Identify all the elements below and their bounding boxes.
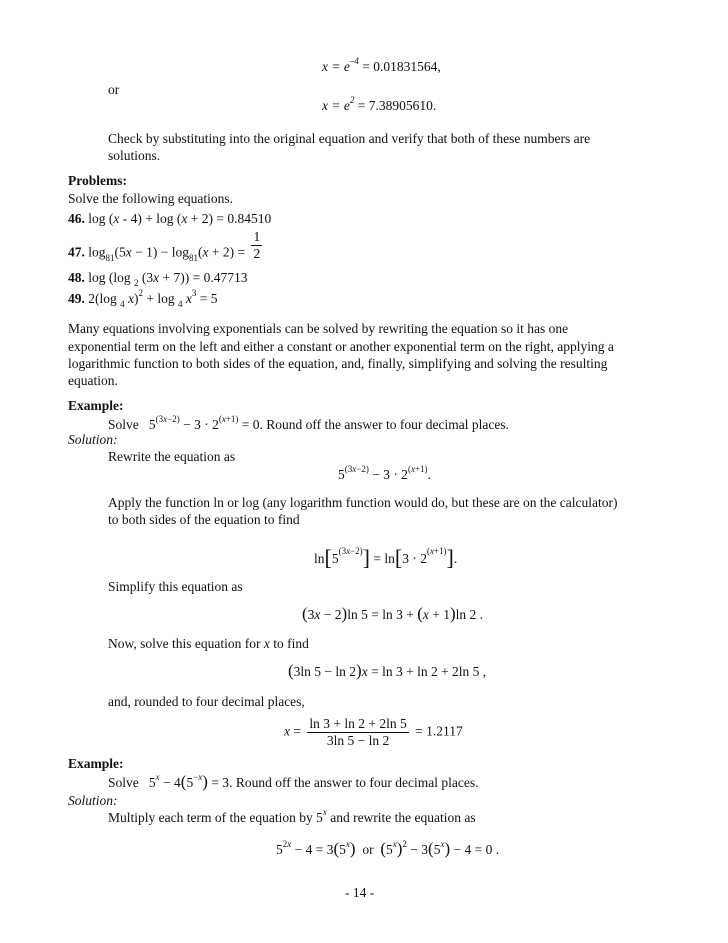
simplify-text: Simplify this equation as (108, 579, 243, 594)
problem-number: 48. (68, 270, 85, 285)
problem-number: 47. (68, 244, 85, 260)
check-line-2: solutions. (108, 148, 161, 163)
example-2-statement: Solve $5^x - 4(5^{-x}) = 3$. Round off the answer to four decimal places. (108, 772, 479, 791)
solve-word: Solve (108, 775, 139, 790)
result-equation: x = $\frac{\ln 3 + \ln 2 + 2\ln 5}{3\ln 5 - \ln 2}$ = 1.2117 (284, 716, 463, 748)
or-word: or (108, 82, 120, 97)
problems-heading: Problems: (68, 173, 127, 188)
problem-number: 46. (68, 211, 85, 226)
equation-e-2: $x = e^2 = 7.38905610$. (322, 95, 437, 113)
simplified-equation: (3x − 2)ln 5 = ln 3 + (x + 1)ln 2 . (302, 604, 484, 623)
rounded-text: and, rounded to four decimal places, (108, 694, 305, 709)
problem-number: 49. (68, 291, 85, 306)
example-1-instruction: . Round off the answer to four decimal places. (259, 417, 509, 432)
para-line-1: Many equations involving exponentials can be solved by rewriting the equation so it has one (68, 321, 569, 336)
final-equation: $5^{2x} - 4 = 3(5^x)$ or $(5^x)^2 - 3(5^x) - 4 = 0$ . (276, 839, 500, 858)
para-line-3: logarithmic function to both sides of the equation, and, finally, simplifying and solving the resulting (68, 356, 608, 371)
problem-49: 49. 2(log $_4$ x)$^2$ + log $_4$ $x^3 = 5$ (68, 288, 218, 309)
example-2-solution-heading: Solution: (68, 793, 118, 808)
problem-48: 48. log (log $_2$ (3x + 7)) = 0.47713 (68, 270, 248, 288)
solve-word: Solve (108, 417, 139, 432)
equation-e-neg4: $x = e^{-4} = 0.01831564$, (322, 56, 441, 74)
example-2-instruction: . Round off the answer to four decimal places. (229, 775, 479, 790)
apply-line-1: Apply the function ln or log (any logarithm function would do, but these are on the calculator) (108, 495, 618, 510)
page-number: - 14 - (345, 885, 375, 900)
check-line-1: Check by substituting into the original equation and verify that both of these numbers are (108, 131, 591, 146)
apply-line-2: to both sides of the equation to find (108, 512, 300, 527)
example-2-heading: Example: (68, 756, 124, 771)
rewrite-text: Rewrite the equation as (108, 449, 236, 464)
rewritten-equation: $5^{(3x-2)} - 3 \cdot 2^{(x+1)}$. (338, 464, 431, 482)
ln-equation: $\ln[5^{(3x-2)}] = \ln[3 \cdot 2^{(x+1)}]$. (314, 545, 458, 570)
multiply-text: Multiply each term of the equation by 5$^x$ and rewrite the equation as (108, 807, 476, 825)
para-line-2: exponential term on the left and either a constant or another exponential term on the right, applying a (68, 339, 614, 354)
example-1-statement: Solve $5^{(3x-2)} - 3 \cdot 2^{(x+1)} = 0$. Round off the answer to four decimal places. (108, 414, 509, 432)
problem-47: 47. $\log_{81}(5x - 1) - \log_{81}(x + 2)$ = $\frac{1}{2}$ (68, 229, 261, 263)
problems-intro: Solve the following equations. (68, 191, 233, 206)
solved-equation: (3ln 5 − ln 2)x = ln 3 + ln 2 + 2ln 5 , (288, 661, 487, 680)
example-1-heading: Example: (68, 398, 124, 413)
now-solve-text: Now, solve this equation for x to find (108, 636, 309, 651)
problem-46: 46. log (x - 4) + log (x + 2) = 0.84510 (68, 211, 272, 226)
example-1-solution-heading: Solution: (68, 432, 118, 447)
para-line-4: equation. (68, 373, 118, 388)
